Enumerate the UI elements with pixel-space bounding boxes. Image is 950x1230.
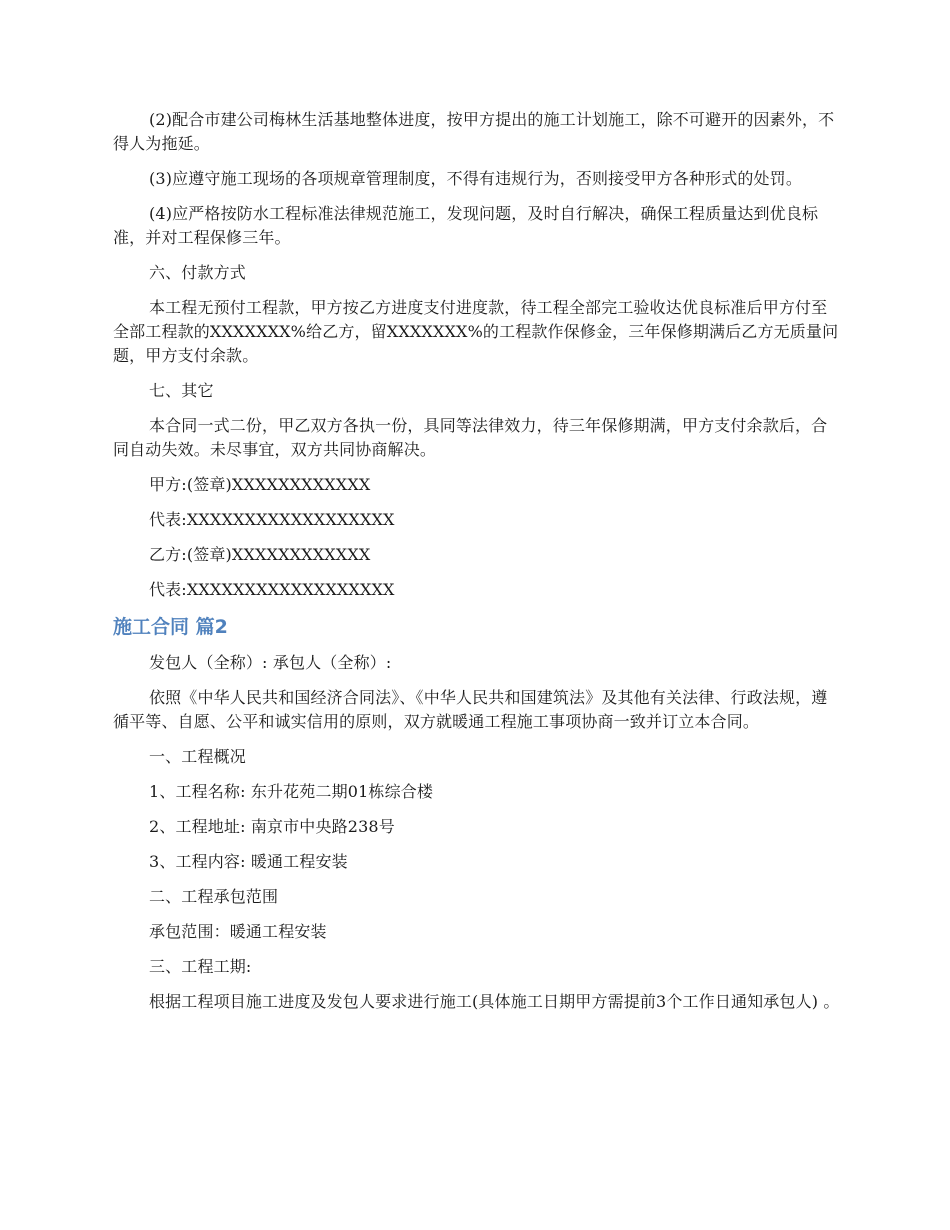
party-a-signature: 甲方:(签章)XXXXXXXXXXXX [149, 475, 371, 494]
clause-3: (3)应遵守施工现场的各项规章管理制度，不得有违规行为，否则接受甲方各种形式的处罚。 [149, 169, 802, 188]
legal-basis-paragraph: 依照《中华人民共和国经济合同法》、《中华人民共和国建筑法》及其他有关法律、行政法规，遵循平等、自愿、公平和诚实信用的原则，双方就暖通工程施工事项协商一致并订立本合同。 [113, 688, 828, 731]
project-address: 2、工程地址: 南京市中央路238号 [149, 817, 395, 836]
scope-paragraph: 承包范围：暖通工程安装 [149, 922, 327, 941]
project-content: 3、工程内容: 暖通工程安装 [149, 852, 348, 871]
project-name: 1、工程名称: 东升花苑二期01栋综合楼 [149, 782, 434, 801]
other-paragraph: 本合同一式二份，甲乙双方各执一份，具同等法律效力，待三年保修期满，甲方支付余款后，合同自动失效。未尽事宜，双方共同协商解决。 [113, 416, 828, 459]
section-heading-payment: 六、付款方式 [149, 263, 246, 282]
section-heading-scope: 二、工程承包范围 [149, 887, 279, 906]
party-b-representative: 代表:XXXXXXXXXXXXXXXXXX [149, 580, 395, 599]
clause-2: (2)配合市建公司梅林生活基地整体进度，按甲方提出的施工计划施工，除不可避开的因素外，不得人为拖延。 [113, 110, 835, 153]
party-b-signature: 乙方:(签章)XXXXXXXXXXXX [149, 545, 371, 564]
payment-paragraph: 本工程无预付工程款，甲方按乙方进度支付进度款，待工程全部完工验收达优良标准后甲方付至全部工程款的XXXXXXX%给乙方，留XXXXXXX%的工程款作保修金，三年保修期满后乙方无质量问题，甲方支付余款。 [113, 298, 839, 365]
section-heading-duration: 三、工程工期: [149, 957, 252, 976]
section-heading-overview: 一、工程概况 [149, 747, 246, 766]
party-a-representative: 代表:XXXXXXXXXXXXXXXXXX [149, 510, 395, 529]
duration-paragraph: 根据工程项目施工进度及发包人要求进行施工(具体施工日期甲方需提前3个工作日通知承包人) 。 [149, 992, 840, 1011]
clause-4: (4)应严格按防水工程标准法律规范施工，发现问题，及时自行解决，确保工程质量达到优良标准，并对工程保修三年。 [113, 204, 819, 247]
contract-heading-2: 施工合同 篇2 [113, 616, 228, 638]
document-page [113, 108, 840, 1025]
parties-line: 发包人（全称）: 承包人（全称）: [149, 653, 392, 672]
section-heading-other: 七、其它 [149, 381, 214, 400]
